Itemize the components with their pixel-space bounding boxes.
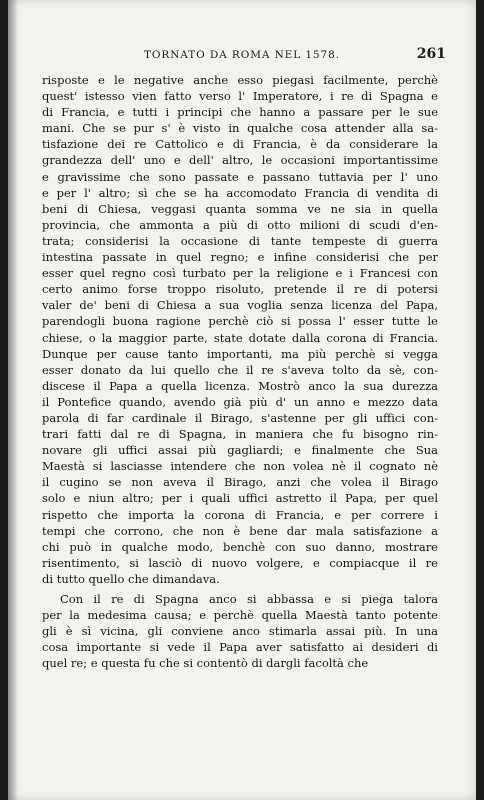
text-line: chi può in qualche modo, benchè con suo danno, mostrare (42, 539, 438, 554)
text-line: risentimento, si lasciò di nuovo volgere, e compiacque il re (42, 555, 438, 570)
text-line: risposte e le negative anche esso piegasi facilmente, perchè (42, 73, 438, 87)
text-line: di tutto quello che dimandava. (42, 571, 220, 586)
running-title: TORNATO DA ROMA NEL 1578. (144, 49, 340, 61)
text-line: parendogli buona ragione perchè ciò si possa l' esser tutte le (42, 314, 438, 329)
text-line: il Pontefice quando, avendo già più d' un anno e mezzo data (42, 394, 438, 409)
text-line: grandezza dell' uno e dell' altro, le occasioni importantissime (42, 153, 438, 168)
text-line: cosa importante si vede il Papa aver satisfatto ai desideri di (42, 640, 438, 655)
text-line: valer de' beni di Chiesa a sua voglia senza licenza del Papa, (42, 298, 438, 313)
book-page (8, 0, 476, 800)
text-line: provincia, che ammonta a più di otto milioni di scudi d'en- (42, 217, 438, 232)
text-line: Dunque per cause tanto importanti, ma più perchè si vegga (42, 346, 438, 361)
text-line: solo e niun altro; per i quali uffici astretto il Papa, per quel (42, 491, 438, 506)
body-text (42, 72, 438, 671)
text-line: di Francia, e tutti i principi che hanno a passare per le sue (42, 105, 438, 120)
paragraph (42, 72, 438, 587)
text-line: e per l' altro; sì che se ha accomodato Francia di vendita di (42, 185, 438, 200)
page-header (34, 46, 454, 66)
text-line: esser donato da lui quello che il re s'aveva tolto da sè, con- (42, 362, 438, 377)
text-line: beni di Chiesa, veggasi quanta somma ve ne sia in quella (42, 201, 438, 216)
text-line: chiese, o la maggior parte, state dotate dalla corona di Francia. (42, 330, 438, 345)
text-line: parola di far cardinale il Birago, s'astenne per gli uffici con- (42, 410, 438, 425)
text-line: il cugino se non aveva il Birago, anzi che volea il Birago (42, 475, 438, 490)
text-line: esser quel regno così turbato per la religione e i Francesi con (42, 266, 438, 281)
text-line: quel re; e questa fu che si contentò di dargli facoltà che (42, 656, 369, 671)
text-line: certo animo forse troppo risoluto, pretende il re di potersi (42, 282, 438, 297)
text-line: tempi che corrono, che non è bene dar mala satisfazione a (42, 523, 438, 538)
text-line: discese il Papa a quella licenza. Mostrò anco la sua durezza (42, 378, 438, 393)
page-number: 261 (416, 46, 446, 62)
text-line: trari fatti dal re di Spagna, in maniera che fu bisogno rin- (42, 427, 438, 442)
spine-shadow (8, 0, 18, 800)
text-line: Con il re di Spagna anco si abbassa e si piega talora (60, 592, 438, 606)
text-line: trata; considerisi la occasione di tante tempeste di guerra (42, 233, 438, 248)
text-line: gli è sì vicina, gli conviene anco stimarla assai più. In una (42, 624, 438, 639)
text-line: rispetto che importa la corona di Francia, e per correre i (42, 507, 438, 522)
text-line: e gravissime che sono passate e passano tuttavia per l' uno (42, 169, 438, 184)
paragraph (42, 591, 438, 671)
text-line: per la medesima causa; e perchè quella Maestà tanto potente (42, 608, 438, 623)
text-line: mani. Che se pur s' è visto in qualche cosa attender alla sa- (42, 121, 438, 136)
text-line: quest' istesso vien fatto verso l' Imperatore, i re di Spagna e (42, 89, 438, 104)
text-line: intestina passate in quel regno; e infine considerisi che per (42, 250, 438, 265)
text-line: Maestà si lasciasse intendere che non volea nè il cognato nè (42, 459, 438, 474)
text-line: tisfazione dei re Cattolico e di Francia, è da considerare la (42, 137, 438, 152)
text-line: novare gli uffici assai più gagliardi; e finalmente che Sua (42, 443, 438, 458)
